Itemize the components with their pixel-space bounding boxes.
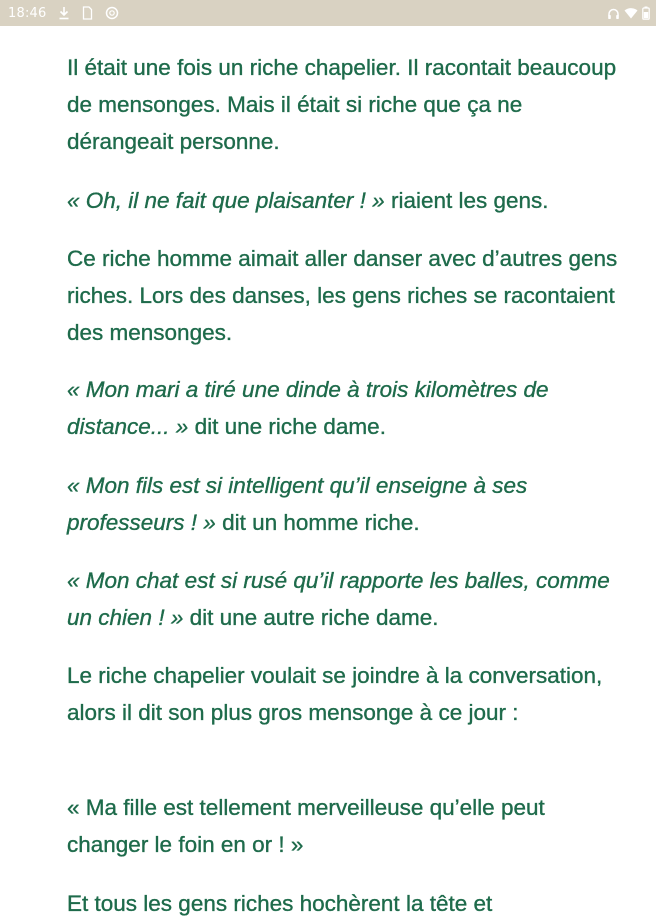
- status-time: 18:46: [8, 5, 47, 21]
- story-paragraph-2: [67, 182, 549, 219]
- wifi-icon: [624, 7, 638, 19]
- battery-icon: [642, 6, 650, 20]
- story-paragraph-5: [67, 467, 627, 541]
- dialogue-tag: riaient les gens.: [384, 188, 549, 213]
- dialogue-quote: « Oh, il ne fait que plaisanter ! »: [67, 188, 385, 213]
- dialogue-quote: « Mon chat est si rusé qu’il rapporte les balles, comme un chien ! »: [67, 568, 610, 630]
- circle-app-icon: [105, 6, 119, 20]
- story-paragraph-7: Le riche chapelier voulait se joindre à la conversation, alors il dit son plus gros mensonge à ce jour :: [67, 663, 603, 725]
- dialogue-quote: « Mon fils est si intelligent qu’il enseigne à ses professeurs ! »: [67, 473, 528, 535]
- sim-card-icon: [82, 6, 93, 20]
- dialogue-tag: dit une autre riche dame.: [183, 605, 439, 630]
- status-bar-right: [607, 0, 650, 26]
- status-bar: [0, 0, 656, 26]
- story-paragraph-9: Et tous les gens riches hochèrent la tête et: [67, 891, 493, 916]
- story-paragraph-4: [67, 371, 627, 445]
- story-paragraph-8: « Ma fille est tellement merveilleuse qu’elle peut changer le foin en or ! »: [67, 795, 545, 857]
- story-paragraph-1: Il était une fois un riche chapelier. Il racontait beaucoup de mensonges. Mais il était si riche que ça ne dérangeait personne.: [67, 55, 617, 154]
- download-icon: [58, 6, 70, 20]
- story-paragraph-3: Ce riche homme aimait aller danser avec d’autres gens riches. Lors des danses, les gens riches se racontaient des mensonges.: [67, 246, 618, 345]
- dialogue-quote: « Mon mari a tiré une dinde à trois kilomètres de distance... »: [67, 377, 549, 439]
- status-bar-left: [0, 6, 119, 21]
- headphones-icon: [607, 7, 620, 20]
- dialogue-tag: dit une riche dame.: [188, 414, 386, 439]
- dialogue-tag: dit un homme riche.: [215, 510, 420, 535]
- story-paragraph-6: [67, 562, 627, 636]
